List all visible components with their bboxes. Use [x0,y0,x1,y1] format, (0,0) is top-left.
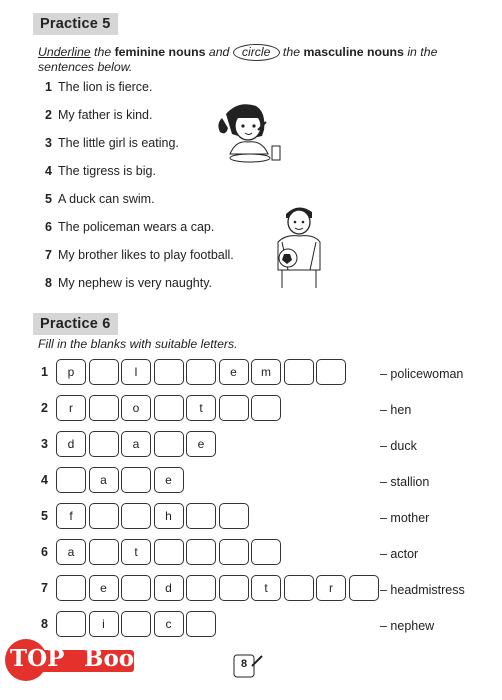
letter-box-filled: t [186,395,216,421]
logo-books-text: Books [84,645,164,672]
letter-box-blank[interactable] [251,395,281,421]
sentence-number: 5 [45,192,52,206]
sentence-item [45,276,212,290]
letter-box-blank[interactable] [284,575,314,601]
letter-box-filled: h [154,503,184,529]
sentence-number: 3 [45,136,52,150]
letter-box-blank[interactable] [121,467,151,493]
answer-word: – mother [380,511,430,525]
letter-box-blank[interactable] [186,575,216,601]
row-number: 3 [41,437,48,451]
practice-5-instruction: Underline the feminine nouns and circle the masculine nouns in the [38,45,438,59]
row-number: 4 [41,473,48,487]
letter-box-blank[interactable] [121,575,151,601]
sentence-text: The policeman wears a cap. [58,220,215,234]
letter-box-blank[interactable] [56,575,86,601]
letter-box-filled: c [154,611,184,637]
letter-box-filled: e [186,431,216,457]
letter-box-blank[interactable] [219,539,249,565]
letter-box-blank[interactable] [316,359,346,385]
answer-word: – duck [380,439,417,453]
letter-box-blank[interactable] [219,503,249,529]
answer-word: – actor [380,547,419,561]
underline-word: Underline [38,45,91,59]
sentence-item [45,192,155,206]
answer-word: – headmistress [380,583,465,597]
letter-box-filled: a [89,467,119,493]
letter-box-filled: o [121,395,151,421]
girl-eating-illustration [208,96,288,176]
sentence-item [45,248,234,262]
letter-box-filled: e [154,467,184,493]
row-number: 7 [41,581,48,595]
sentence-item [45,136,179,150]
practice-5-instruction-line2: sentences below. [38,60,133,74]
masculine-nouns-text: masculine nouns [303,45,404,59]
letter-box-blank[interactable] [56,467,86,493]
letter-box-blank[interactable] [154,539,184,565]
letter-box-blank[interactable] [89,395,119,421]
letter-box-filled: a [121,431,151,457]
practice-6-instruction: Fill in the blanks with suitable letters. [38,337,238,351]
letter-box-blank[interactable] [89,359,119,385]
sentence-text: My brother likes to play football. [58,248,234,262]
letter-box-filled: f [56,503,86,529]
row-number: 2 [41,401,48,415]
logo-top-text: TOP [10,645,65,672]
sentence-number: 7 [45,248,52,262]
sentence-text: The tigress is big. [58,164,156,178]
boy-football-illustration [268,200,330,290]
sentence-text: The little girl is eating. [58,136,179,150]
letter-box-blank[interactable] [154,395,184,421]
sentence-text: My nephew is very naughty. [58,276,213,290]
letter-box-blank[interactable] [186,539,216,565]
letter-box-blank[interactable] [251,539,281,565]
letter-box-filled: m [251,359,281,385]
sentence-item [45,108,152,122]
letter-box-blank[interactable] [154,431,184,457]
sentence-text: The lion is fierce. [58,80,153,94]
letter-box-filled: r [56,395,86,421]
letter-box-filled: d [154,575,184,601]
letter-box-blank[interactable] [89,503,119,529]
circle-word: circle [233,44,280,61]
practice-5-heading: Practice 5 [33,13,118,35]
letter-box-blank[interactable] [121,611,151,637]
sentence-number: 6 [45,220,52,234]
letter-box-blank[interactable] [349,575,379,601]
letter-box-blank[interactable] [186,503,216,529]
sentence-number: 2 [45,108,52,122]
sentence-text: My father is kind. [58,108,153,122]
letter-box-filled: r [316,575,346,601]
letter-box-blank[interactable] [186,611,216,637]
feminine-nouns-text: feminine nouns [114,45,206,59]
letter-box-blank[interactable] [186,359,216,385]
practice-6-heading: Practice 6 [33,313,118,335]
sentence-number: 4 [45,164,52,178]
letter-box-filled: l [121,359,151,385]
sentence-item [45,80,152,94]
answer-word: – hen [380,403,412,417]
sentence-text: A duck can swim. [58,192,155,206]
letter-box-filled: p [56,359,86,385]
letter-box-filled: e [89,575,119,601]
letter-box-blank[interactable] [89,539,119,565]
letter-box-filled: t [251,575,281,601]
sentence-item [45,220,214,234]
row-number: 6 [41,545,48,559]
letter-box-blank[interactable] [219,575,249,601]
letter-box-blank[interactable] [56,611,86,637]
sentence-item [45,164,156,178]
sentence-number: 8 [45,276,52,290]
letter-box-blank[interactable] [219,395,249,421]
row-number: 8 [41,617,48,631]
letter-box-blank[interactable] [154,359,184,385]
answer-word: – stallion [380,475,430,489]
letter-box-filled: t [121,539,151,565]
letter-box-filled: i [89,611,119,637]
letter-box-filled: a [56,539,86,565]
answer-word: – nephew [380,619,435,633]
letter-box-filled: e [219,359,249,385]
answer-word: – policewoman [380,367,464,381]
page-number: 8 [240,658,248,670]
row-number: 1 [41,365,48,379]
sentence-number: 1 [45,80,52,94]
letter-box-blank[interactable] [284,359,314,385]
letter-box-blank[interactable] [121,503,151,529]
row-number: 5 [41,509,48,523]
letter-box-filled: d [56,431,86,457]
letter-box-blank[interactable] [89,431,119,457]
